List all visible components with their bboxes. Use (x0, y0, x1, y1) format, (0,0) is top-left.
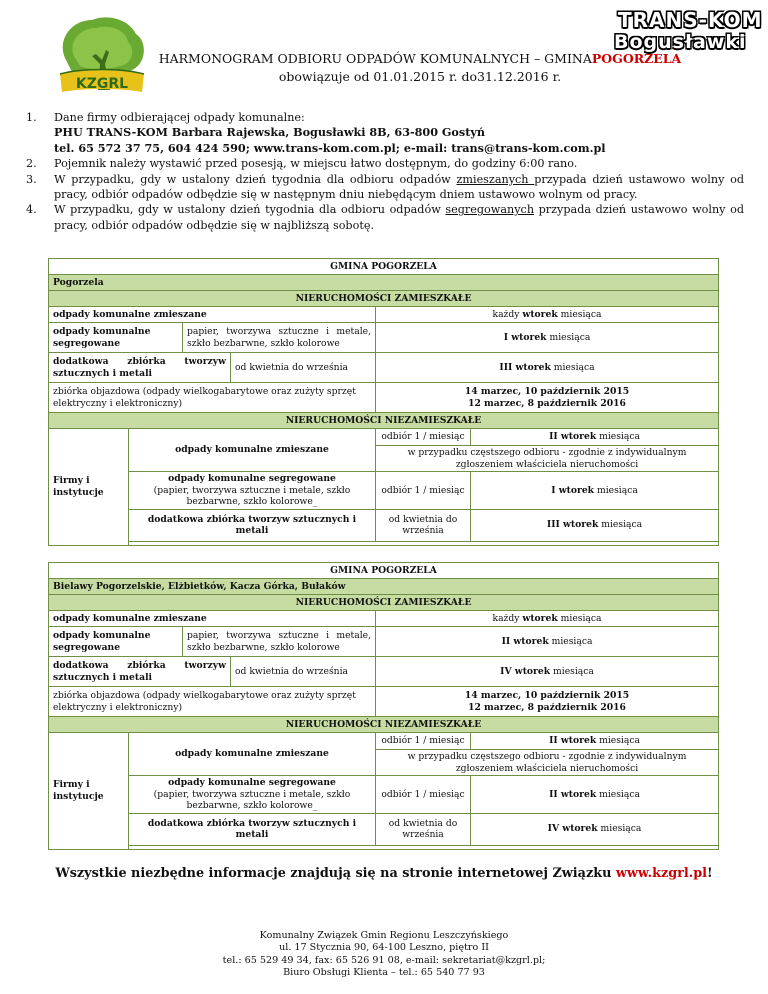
schedule-suffix: miesiąca (594, 484, 638, 496)
nz-zmieszane-freq: odbiór 1 / miesiąc (376, 733, 471, 750)
rule-number: 1. (26, 111, 37, 124)
nz-zmieszane-freq: odbiór 1 / miesiąc (376, 429, 471, 446)
rule-number: 4. (26, 203, 37, 217)
website-link[interactable]: www.kzgrl.pl (615, 866, 708, 881)
segregowane-desc: papier, tworzywa sztuczne i metale, szkło bezbarwne, szkło kolorowe (183, 627, 376, 657)
zamieszkale-header: NIERUCHOMOŚCI ZAMIESZKAŁE (49, 291, 719, 307)
dodatkowa-label: dodatkowa zbiórka tworzyw sztucznych i metali (49, 353, 231, 383)
rule-text: W przypadku, gdy w ustalony dzień tygodnia dla odbioru odpadów (54, 172, 457, 186)
dodatkowa-schedule (376, 353, 719, 383)
address-line: ul. 17 Stycznia 90, 64-100 Leszno, piętro II (279, 942, 489, 954)
rules-list (26, 110, 744, 233)
address-line: Biuro Obsługi Klienta – tel.: 65 540 77 93 (283, 967, 485, 979)
zamieszkale-header: NIERUCHOMOŚCI ZAMIESZKAŁE (49, 595, 719, 611)
objazdowa-dates (376, 383, 719, 413)
nz-segregowane-schedule (471, 776, 719, 814)
dodatkowa-period: od kwietnia do września (231, 657, 376, 687)
schedule-day: II wtorek (501, 635, 549, 647)
zmieszane-schedule (376, 307, 719, 323)
address-line: tel.: 65 529 49 34, fax: 65 526 91 08, e-mail: sekretariat@kzgrl.pl; (222, 954, 546, 966)
schedule-day: II wtorek (549, 735, 597, 747)
nz-dodatkowa-period: od kwietnia do września (376, 509, 471, 541)
schedule-suffix: miesiąca (546, 331, 591, 343)
page-title (150, 50, 690, 68)
nz-note: w przypadku częstszego odbioru - zgodnie z indywidualnym zgłoszeniem właściciela nieruchomości (376, 446, 719, 472)
nz-note: w przypadku częstszego odbioru - zgodnie z indywidualnym zgłoszeniem właściciela nieruchomości (376, 750, 719, 776)
company-contact: tel. 65 572 37 75, 604 424 590; www.trans-kom.com.pl; e-mail: trans@trans-kom.com.pl (54, 140, 606, 155)
rule-underlined: zmieszanych (456, 172, 535, 186)
schedule-day: III wtorek (499, 361, 551, 373)
firmy-label: Firmy i instytucje (49, 429, 129, 546)
trans-kom-logo (598, 8, 763, 56)
kzgrl-logo (52, 12, 150, 104)
nz-dodatkowa-schedule (471, 509, 719, 541)
schedule-day: II wtorek (549, 788, 597, 800)
trans-kom-logo-line1: TRANS-KOM (618, 8, 763, 32)
gmina-header: GMINA POGORZELA (49, 259, 719, 275)
schedule-suffix: miesiąca (596, 735, 640, 747)
trans-kom-logo-line2: Bogusławki (614, 31, 747, 53)
schedule-prefix: każdy (492, 308, 523, 320)
rule-text: Pojemnik należy wystawić przed posesją, w miejscu łatwo dostępnym, do godziny 6:00 rano. (54, 157, 578, 171)
area-name: Bielawy Pogorzelskie, Elżbietków, Kacza Górka, Bułaków (49, 579, 719, 595)
nz-segregowane-cell (129, 776, 376, 814)
schedule-suffix: miesiąca (548, 635, 593, 647)
nz-segregowane-freq: odbiór 1 / miesiąc (376, 472, 471, 510)
nz-segregowane-schedule (471, 472, 719, 510)
objazdowa-date-2016: 12 marzec, 8 październik 2016 (468, 397, 626, 409)
firmy-label: Firmy i instytucje (49, 733, 129, 850)
nz-zmieszane-label: odpady komunalne zmieszane (129, 733, 376, 776)
zmieszane-label: odpady komunalne zmieszane (49, 611, 376, 627)
nz-dodatkowa-period: od kwietnia do września (376, 813, 471, 845)
nz-segregowane-desc: (papier, tworzywa sztuczne i metale, szkło bezbarwne, szkło kolorowe_ (153, 788, 351, 811)
zmieszane-label: odpady komunalne zmieszane (49, 307, 376, 323)
nz-segregowane-freq: odbiór 1 / miesiąc (376, 776, 471, 814)
schedule-suffix: miesiąca (597, 823, 642, 835)
dodatkowa-label: dodatkowa zbiórka tworzyw sztucznych i metali (49, 657, 231, 687)
company-address: PHU TRANS-KOM Barbara Rajewska, Bogusławki 8B, 63-800 Gostyń (54, 125, 485, 140)
rule-item (26, 172, 744, 203)
schedule-day: I wtorek (551, 484, 595, 496)
gmina-header: GMINA POGORZELA (49, 563, 719, 579)
website-note (0, 866, 768, 881)
objazdowa-dates (376, 687, 719, 717)
schedule-day: III wtorek (546, 519, 599, 531)
rule-text: przypada dzień ustawowo wolny od pracy, odbiór odpadów odbędzie się w następnym dniu niebędącym dniem ustawowo wolnym od pracy. (54, 172, 745, 202)
rule-underlined: segregowanych (445, 203, 535, 217)
schedule-day: IV wtorek (547, 823, 598, 835)
dodatkowa-period: od kwietnia do września (231, 353, 376, 383)
schedule-day: II wtorek (549, 431, 597, 443)
rule-item (26, 110, 744, 156)
validity-line: obowiązuje od 01.01.2015 r. do31.12.2016 r. (278, 69, 562, 84)
schedule-day: I wtorek (503, 331, 547, 343)
zmieszane-schedule (376, 611, 719, 627)
page-header (150, 50, 690, 86)
title-gmina: POGORZELA (591, 51, 682, 66)
schedule-prefix: każdy (492, 612, 523, 624)
rule-text: W przypadku, gdy w ustalony dzień tygodnia dla odbioru odpadów (54, 203, 446, 217)
nz-segregowane-desc: (papier, tworzywa sztuczne i metale, szkło bezbarwne, szkło kolorowe_ (153, 484, 351, 507)
rule-text: przypada dzień ustawowo wolny od pracy, odbiór odpadów odbędzie się w najbliższą sobotę. (54, 203, 744, 232)
objazdowa-label: zbiórka objazdowa (odpady wielkogabarytowe oraz zużyty sprzęt elektryczny i elektroniczny) (49, 687, 376, 717)
segregowane-label: odpady komunalne segregowane (49, 323, 183, 353)
rule-number: 2. (26, 157, 37, 171)
segregowane-schedule (376, 627, 719, 657)
objazdowa-date-2016: 12 marzec, 8 październik 2016 (468, 701, 626, 713)
nz-segregowane-cell (129, 472, 376, 510)
niezamieszkale-header: NIERUCHOMOŚCI NIEZAMIESZKAŁE (49, 717, 719, 733)
segregowane-label: odpady komunalne segregowane (49, 627, 183, 657)
website-note-text: Wszystkie niezbędne informacje znajdują się na stronie internetowej Związku (55, 866, 616, 881)
schedule-suffix: miesiąca (557, 308, 602, 320)
nz-zmieszane-label: odpady komunalne zmieszane (129, 429, 376, 472)
niezamieszkale-header: NIERUCHOMOŚCI NIEZAMIESZKAŁE (49, 413, 719, 429)
address-line: Komunalny Związek Gmin Regionu Leszczyńskiego (259, 930, 509, 941)
segregowane-desc: papier, tworzywa sztuczne i metale, szkło bezbarwne, szkło kolorowe (183, 323, 376, 353)
footer-address (0, 930, 768, 980)
nz-segregowane-label: odpady komunalne segregowane (168, 777, 336, 788)
rule-item (26, 202, 744, 233)
website-note-exclaim: ! (707, 866, 713, 881)
objazdowa-date-2015: 14 marzec, 10 październik 2015 (464, 386, 630, 397)
schedule-day: IV wtorek (500, 665, 551, 677)
nz-zmieszane-schedule (471, 429, 719, 446)
tree-logo-icon (52, 12, 150, 104)
kzgrl-logo-text: KZGRL (75, 76, 129, 92)
schedule-table-1 (48, 258, 719, 546)
nz-segregowane-label: odpady komunalne segregowane (168, 473, 336, 484)
objazdowa-date-2015: 14 marzec, 10 październik 2015 (464, 690, 630, 701)
schedule-suffix: miesiąca (596, 788, 640, 800)
nz-dodatkowa-label: dodatkowa zbiórka tworzyw sztucznych i metali (129, 509, 376, 541)
schedule-suffix: miesiąca (596, 431, 640, 443)
title-prefix: HARMONOGRAM ODBIORU ODPADÓW KOMUNALNYCH – GMINA (158, 51, 592, 66)
area-name: Pogorzela (49, 275, 719, 291)
schedule-day: wtorek (522, 308, 558, 320)
schedule-day: wtorek (522, 612, 558, 624)
rule-text: Dane firmy odbierającej odpady komunalne: (54, 111, 305, 124)
schedule-suffix: miesiąca (598, 519, 643, 531)
nz-dodatkowa-schedule (471, 813, 719, 845)
schedule-suffix: miesiąca (557, 612, 602, 624)
objazdowa-label: zbiórka objazdowa (odpady wielkogabarytowe oraz zużyty sprzęt elektryczny i elektroniczny) (49, 383, 376, 413)
rule-item (26, 156, 744, 171)
nz-dodatkowa-label: dodatkowa zbiórka tworzyw sztucznych i metali (129, 813, 376, 845)
schedule-suffix: miesiąca (550, 665, 594, 677)
nz-zmieszane-schedule (471, 733, 719, 750)
schedule-suffix: miesiąca (550, 361, 595, 373)
schedule-table-2 (48, 562, 719, 850)
dodatkowa-schedule (376, 657, 719, 687)
rule-number: 3. (26, 172, 37, 186)
segregowane-schedule (376, 323, 719, 353)
